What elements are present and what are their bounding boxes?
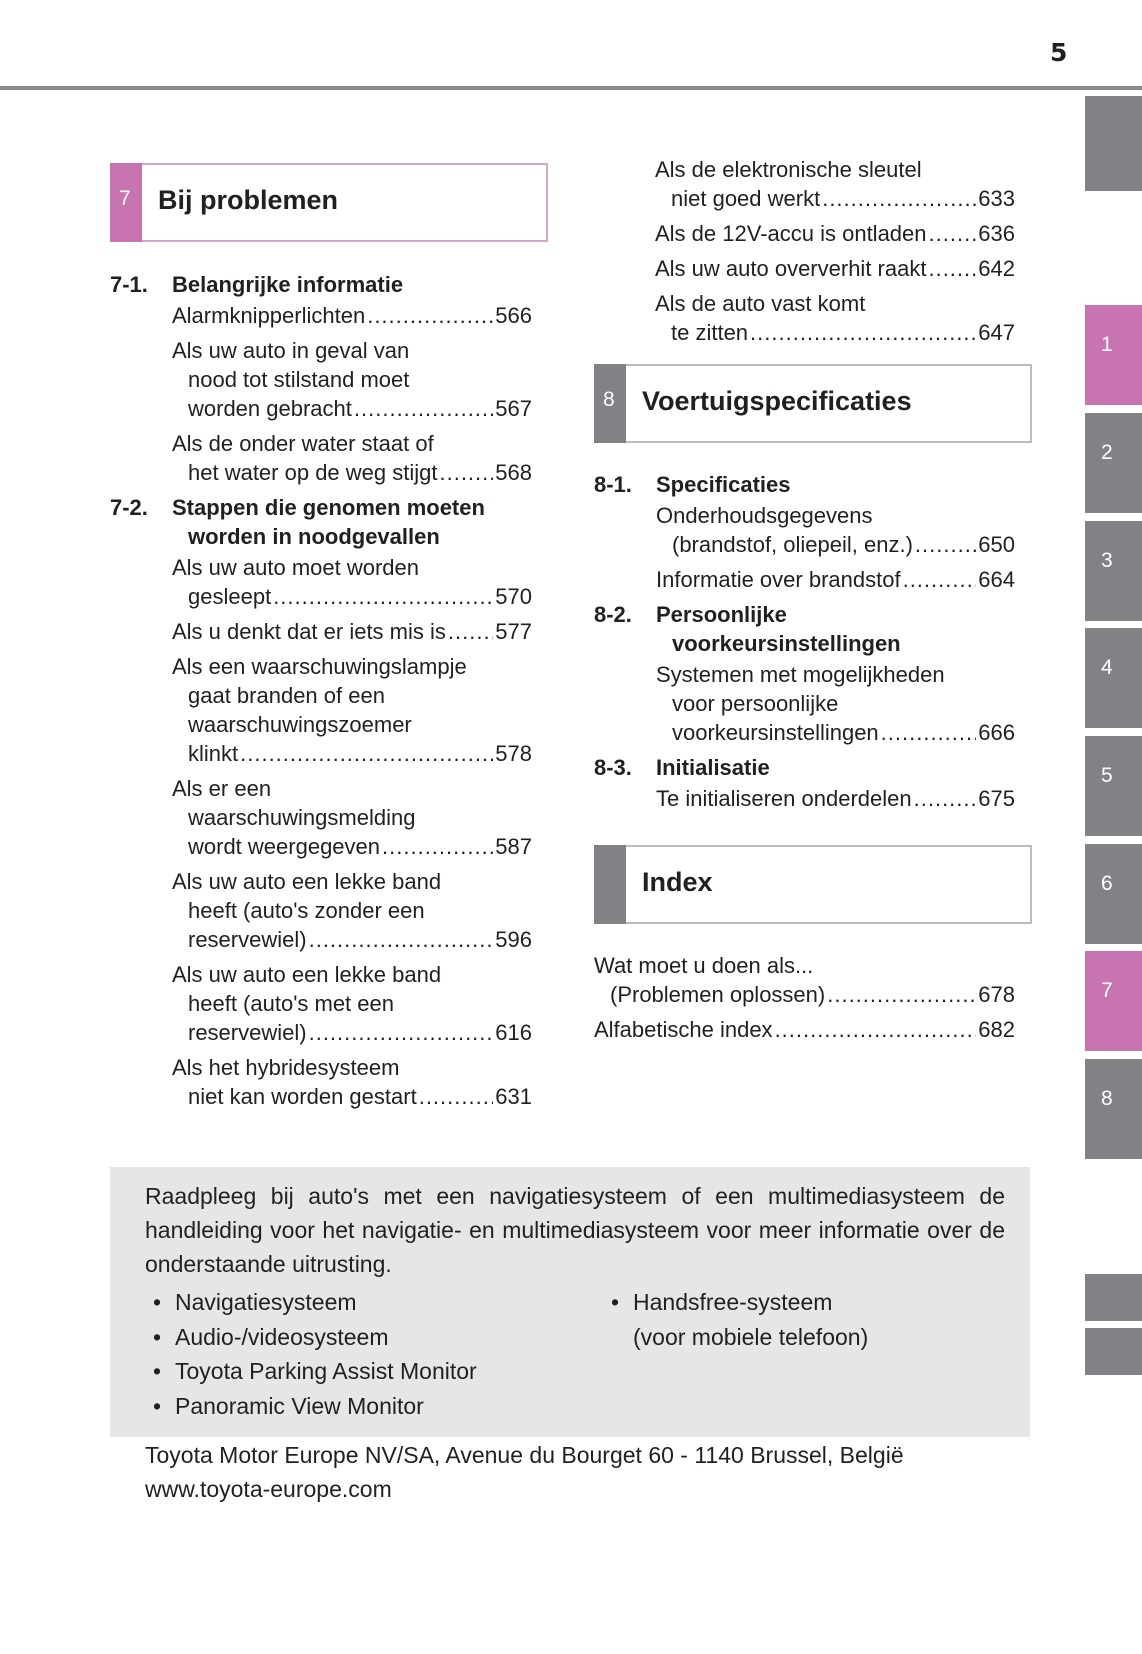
chapter-7-toc	[110, 270, 532, 1111]
leader-dots	[448, 617, 493, 646]
chapter-8-header[interactable]	[594, 364, 1032, 443]
entry-text: voorkeursinstellingen	[672, 720, 879, 745]
entry-text: waarschuwingsmelding	[188, 805, 416, 830]
page-ref: 587	[495, 834, 532, 859]
page-ref: 647	[978, 320, 1015, 345]
toc-entry[interactable]	[110, 652, 532, 768]
info-text: Raadpleeg bij auto's met een navigatiesysteem of een multimediasysteem de handleiding voor het navigatie- en multimediasysteem voor meer informatie over de onderstaande uitrusting.	[145, 1183, 1005, 1277]
entry-text: Als uw auto moet worden	[172, 555, 420, 580]
publisher-address: Toyota Motor Europe NV/SA, Avenue du Bourget 60 - 1140 Brussel, België	[145, 1442, 904, 1468]
entry-text: Onderhoudsgegevens	[656, 503, 873, 528]
entry-text: klinkt	[188, 741, 239, 766]
entry-text: gesleept	[188, 584, 272, 609]
leader-dots	[354, 394, 493, 423]
page-ref: 678	[978, 982, 1015, 1007]
leader-dots	[822, 184, 976, 213]
section-heading[interactable]	[110, 493, 532, 551]
chapter-7-header[interactable]	[110, 163, 548, 242]
entry-text: heeft (auto's zonder een	[188, 898, 425, 923]
section-number: 8-3.	[594, 755, 632, 780]
entry-text: Als de 12V-accu is ontladen	[655, 221, 927, 246]
toc-entry[interactable]	[110, 960, 532, 1047]
page-ref: 567	[495, 396, 532, 421]
page-ref: 568	[495, 460, 532, 485]
leader-dots	[240, 739, 493, 768]
side-tab-blank-index[interactable]	[1085, 1274, 1142, 1321]
leader-dots	[903, 565, 977, 594]
page-ref: 566	[495, 303, 532, 328]
leader-dots	[367, 301, 493, 330]
page-ref: 682	[978, 1017, 1015, 1042]
entry-text: gaat branden of een	[188, 683, 385, 708]
side-tab-label: 7	[1101, 979, 1113, 1002]
toc-entry[interactable]	[110, 336, 532, 423]
bullet-text: Panoramic View Monitor	[175, 1392, 424, 1419]
entry-text: nood tot stilstand moet	[188, 367, 410, 392]
bullet-text: Handsfree-systeem	[633, 1289, 833, 1315]
section-number: 7-2.	[110, 495, 148, 520]
publisher-url[interactable]: www.toyota-europe.com	[145, 1476, 392, 1502]
bullet-text: Audio-/videosysteem	[175, 1323, 389, 1350]
entry-text: het water op de weg stijgt	[188, 460, 438, 485]
side-tab-label: 3	[1101, 549, 1113, 572]
section-heading[interactable]	[594, 470, 1015, 499]
toc-entry[interactable]	[110, 617, 532, 646]
toc-entry[interactable]	[110, 429, 532, 487]
page-ref: 631	[495, 1084, 532, 1109]
entry-text: Informatie over brandstof	[656, 567, 901, 592]
bullet-list-left	[145, 1285, 585, 1423]
page-ref: 570	[495, 584, 532, 609]
toc-entry[interactable]	[110, 553, 532, 611]
section-heading[interactable]	[594, 600, 1015, 658]
section-title: Specificaties	[656, 472, 791, 497]
section-title: Initialisatie	[656, 755, 770, 780]
side-tab-blank-top[interactable]	[1085, 96, 1142, 191]
toc-entry[interactable]	[110, 1053, 532, 1111]
index-header[interactable]	[594, 845, 1032, 924]
toc-entry[interactable]	[593, 254, 1015, 283]
side-tab-chapter-8[interactable]	[1085, 1059, 1142, 1159]
bullet-item	[145, 1354, 585, 1389]
entry-text: Als uw auto een lekke band	[172, 962, 442, 987]
bullet-list-right	[603, 1285, 1003, 1354]
side-tab-chapter-2[interactable]	[1085, 413, 1142, 513]
chapter-8-toc	[594, 470, 1015, 813]
section-heading[interactable]	[594, 753, 1015, 782]
leader-dots	[309, 1018, 494, 1047]
side-tab-label: 8	[1101, 1087, 1113, 1110]
entry-text: worden gebracht	[188, 396, 352, 421]
chapter-title: Bij problemen	[158, 185, 339, 215]
section-heading[interactable]	[110, 270, 532, 299]
bullet-icon: •	[153, 1323, 162, 1350]
entry-text: waarschuwingszoemer	[188, 712, 412, 737]
chapter-number-block	[594, 364, 626, 443]
entry-text: Als het hybridesysteem	[172, 1055, 400, 1080]
entry-text: niet goed werkt	[671, 186, 821, 211]
entry-text: te zitten	[671, 320, 749, 345]
chapter-title: Index	[642, 867, 713, 897]
leader-dots	[750, 318, 976, 347]
leader-dots	[273, 582, 493, 611]
bullet-text-cont: (voor mobiele telefoon)	[633, 1323, 869, 1350]
bullet-icon: •	[153, 1289, 162, 1315]
bullet-item	[145, 1389, 585, 1424]
chapter-number: 7	[119, 187, 131, 210]
chapter-7-toc-continued	[593, 155, 1015, 347]
entry-text: Als er een	[172, 776, 272, 801]
entry-text: (brandstof, oliepeil, enz.)	[672, 532, 913, 557]
entry-text: Als u denkt dat er iets mis is	[172, 619, 446, 644]
page-ref: 675	[978, 786, 1015, 811]
leader-dots	[915, 530, 976, 559]
bullet-item	[145, 1320, 585, 1355]
side-tab-chapter-3[interactable]	[1085, 521, 1142, 621]
page-ref: 578	[495, 741, 532, 766]
leader-dots	[914, 784, 977, 813]
section-title: Stappen die genomen moeten	[172, 495, 485, 520]
toc-entry[interactable]	[593, 219, 1015, 248]
entry-text: Als uw auto oververhit raakt	[655, 256, 927, 281]
bullet-item	[603, 1285, 1003, 1354]
side-tab-label: 5	[1101, 764, 1113, 787]
entry-text: reservewiel)	[188, 927, 307, 952]
bullet-item	[145, 1285, 585, 1320]
page-number: 5	[1050, 38, 1068, 67]
bullet-icon: •	[153, 1392, 162, 1419]
side-tab-label: 4	[1101, 656, 1113, 679]
publisher-footer	[145, 1438, 904, 1506]
leader-dots	[775, 1015, 977, 1044]
page-ref: 636	[978, 221, 1015, 246]
leader-dots	[382, 832, 493, 861]
side-tab-chapter-1[interactable]	[1085, 305, 1142, 405]
section-title-cont: worden in noodgevallen	[188, 524, 440, 549]
section-title: Belangrijke informatie	[172, 272, 404, 297]
chapter-number: 8	[603, 388, 615, 411]
entry-text: Als de onder water staat of	[172, 431, 434, 456]
toc-entry[interactable]	[594, 784, 1015, 813]
page-ref: 616	[495, 1020, 532, 1045]
toc-entry[interactable]	[594, 951, 1015, 1009]
page-ref: 577	[495, 619, 532, 644]
entry-text: Te initialiseren onderdelen	[656, 786, 912, 811]
section-title-cont: voorkeursinstellingen	[672, 631, 901, 656]
side-tab-chapter-7[interactable]	[1085, 951, 1142, 1051]
chapter-number-block	[594, 845, 626, 924]
page-ref: 650	[978, 532, 1015, 557]
entry-text: Als uw auto een lekke band	[172, 869, 442, 894]
leader-dots	[929, 219, 977, 248]
toc-entry[interactable]	[594, 501, 1015, 559]
entry-text: Systemen met mogelijkheden	[656, 662, 945, 687]
entry-text: Wat moet u doen als...	[594, 953, 814, 978]
navigation-info-box	[110, 1167, 1030, 1437]
bullet-text: Navigatiesysteem	[175, 1289, 357, 1315]
section-number: 8-1.	[594, 472, 632, 497]
entry-text: Als de auto vast komt	[655, 291, 866, 316]
toc-entry[interactable]	[593, 289, 1015, 347]
entry-text: wordt weergegeven	[188, 834, 381, 859]
entry-text: niet kan worden gestart	[188, 1084, 417, 1109]
header-rule	[0, 86, 1142, 90]
leader-dots	[928, 254, 976, 283]
toc-entry[interactable]	[594, 1015, 1015, 1044]
side-tab-chapter-5[interactable]	[1085, 736, 1142, 836]
side-tab-chapter-4[interactable]	[1085, 628, 1142, 728]
bullet-text: Toyota Parking Assist Monitor	[175, 1358, 477, 1384]
entry-text: heeft (auto's met een	[188, 991, 394, 1016]
chapter-number-block	[110, 163, 142, 242]
section-number: 7-1.	[110, 272, 148, 297]
toc-entry[interactable]	[110, 774, 532, 861]
toc-entry[interactable]	[594, 660, 1015, 747]
toc-entry[interactable]	[594, 565, 1015, 594]
page-ref: 633	[978, 186, 1015, 211]
leader-dots	[881, 718, 977, 747]
section-number: 8-2.	[594, 602, 632, 627]
side-tab-label: 2	[1101, 441, 1113, 464]
entry-text: Als een waarschuwingslampje	[172, 654, 467, 679]
leader-dots	[419, 1082, 494, 1111]
entry-text: Als de elektronische sleutel	[655, 157, 922, 182]
side-tab-label: 6	[1101, 872, 1113, 895]
toc-entry[interactable]	[110, 301, 532, 330]
side-tab-label: 1	[1101, 333, 1113, 356]
chapter-title: Voertuigspecificaties	[642, 386, 912, 416]
page-ref: 664	[978, 567, 1015, 592]
leader-dots	[439, 458, 493, 487]
entry-text: Alarmknipperlichten	[172, 303, 366, 328]
toc-entry[interactable]	[593, 155, 1015, 213]
leader-dots	[309, 925, 494, 954]
entry-text: reservewiel)	[188, 1020, 307, 1045]
entry-text: Alfabetische index	[594, 1017, 773, 1042]
bullet-icon: •	[611, 1289, 620, 1315]
page-ref: 642	[978, 256, 1015, 281]
index-toc	[594, 951, 1015, 1044]
section-title: Persoonlijke	[656, 602, 787, 627]
leader-dots	[827, 980, 976, 1009]
bullet-icon: •	[153, 1358, 162, 1384]
entry-text: voor persoonlijke	[672, 691, 839, 716]
side-tab-blank-end[interactable]	[1085, 1328, 1142, 1375]
page-ref: 596	[495, 927, 532, 952]
entry-text: Als uw auto in geval van	[172, 338, 410, 363]
toc-entry[interactable]	[110, 867, 532, 954]
entry-text: (Problemen oplossen)	[610, 982, 826, 1007]
side-tab-chapter-6[interactable]	[1085, 844, 1142, 944]
page-ref: 666	[978, 720, 1015, 745]
